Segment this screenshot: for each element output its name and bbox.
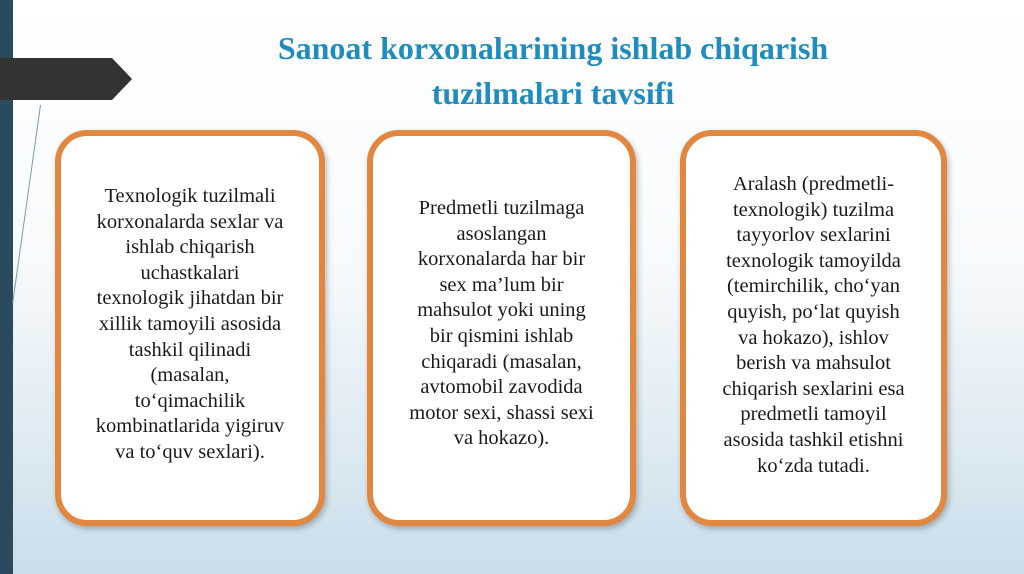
decorative-line (12, 105, 41, 303)
title-line-1: Sanoat korxonalarining ishlab chiqarish (277, 30, 829, 66)
slide-title (190, 26, 916, 116)
mixed-structure-box (680, 130, 947, 526)
box-text: Predmetli tuzilmaga asoslangan korxonalarda har bir sex ma’lum bir mahsulot yoki uning bir qismini ishlab chiqaradi (masalan, avtomobil zavodida motor sexi, shassi sexi va hokazo). (409, 197, 594, 450)
box-text: Texnologik tuzilmali korxonalarda sexlar va ishlab chiqarish uchastkalari texnologik jihatdan bir xillik tamoyili asosida tashkil qilinadi (masalan, to‘qimachilik kombinatlarida yigiruv va to‘quv sexlari). (95, 185, 285, 463)
arrow-banner (0, 58, 132, 100)
subject-structure-box (367, 130, 636, 526)
box-text: Aralash (predmetli- texnologik) tuzilma tayyorlov sexlarini texnologik tamoyilda (temirchilik, cho‘yan quyish, po‘lat quyish va hokazo), ishlov berish va mahsulot chiqarish sexlarini esa predmetli tamoyil asosida tashkil etishni ko‘zda tutadi. (722, 173, 905, 477)
title-line-2: tuzilmalari tavsifi (431, 75, 675, 111)
technological-structure-box (55, 130, 325, 526)
